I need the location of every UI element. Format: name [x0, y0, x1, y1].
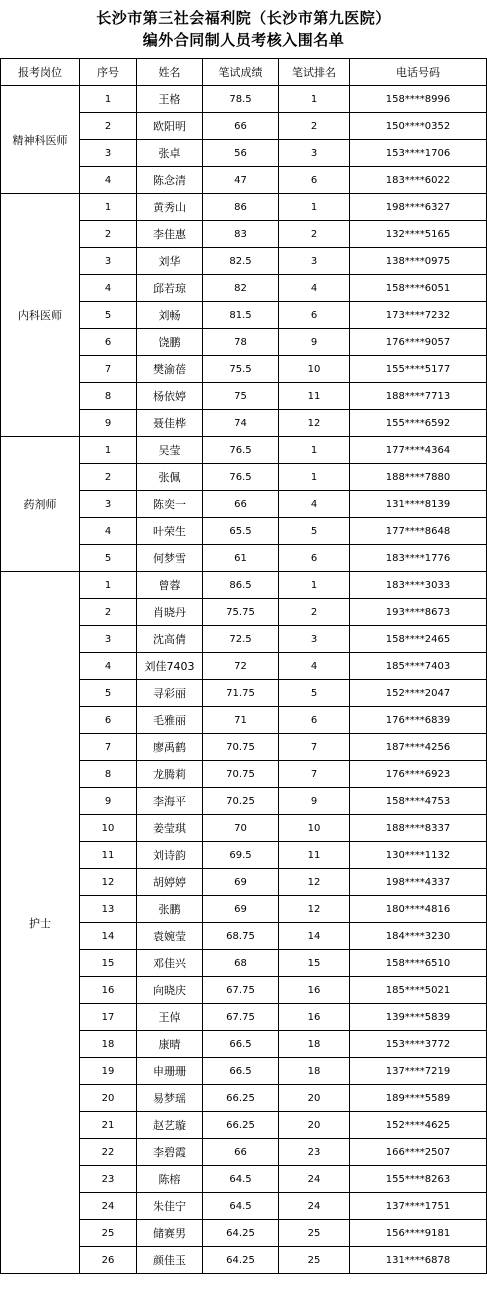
row-index: 1: [80, 572, 137, 599]
row-index: 5: [80, 302, 137, 329]
row-name: 何梦雪: [137, 545, 203, 572]
row-rank: 16: [279, 977, 350, 1004]
page-title-line1: 长沙市第三社会福利院（长沙市第九医院）: [96, 9, 391, 27]
row-score: 61: [203, 545, 279, 572]
row-phone: 132****5165: [350, 221, 487, 248]
row-index: 3: [80, 140, 137, 167]
row-name: 刘佳7403: [137, 653, 203, 680]
row-name: 廖禹鹤: [137, 734, 203, 761]
row-rank: 9: [279, 329, 350, 356]
row-phone: 173****7232: [350, 302, 487, 329]
row-rank: 6: [279, 302, 350, 329]
row-index: 4: [80, 518, 137, 545]
row-phone: 152****4625: [350, 1112, 487, 1139]
row-name: 易梦瑶: [137, 1085, 203, 1112]
row-phone: 152****2047: [350, 680, 487, 707]
row-name: 刘诗韵: [137, 842, 203, 869]
row-index: 2: [80, 464, 137, 491]
row-phone: 153****3772: [350, 1031, 487, 1058]
row-phone: 150****0352: [350, 113, 487, 140]
row-index: 6: [80, 329, 137, 356]
row-index: 1: [80, 86, 137, 113]
row-score: 69: [203, 896, 279, 923]
row-score: 70: [203, 815, 279, 842]
row-index: 11: [80, 842, 137, 869]
row-phone: 155****6592: [350, 410, 487, 437]
row-rank: 4: [279, 653, 350, 680]
row-index: 5: [80, 680, 137, 707]
row-index: 21: [80, 1112, 137, 1139]
row-score: 75.5: [203, 356, 279, 383]
row-name: 姜莹琪: [137, 815, 203, 842]
row-phone: 189****5589: [350, 1085, 487, 1112]
row-phone: 187****4256: [350, 734, 487, 761]
row-phone: 198****4337: [350, 869, 487, 896]
row-rank: 25: [279, 1220, 350, 1247]
row-score: 70.75: [203, 734, 279, 761]
row-phone: 176****6923: [350, 761, 487, 788]
row-index: 9: [80, 410, 137, 437]
row-name: 陈榕: [137, 1166, 203, 1193]
row-phone: 158****8996: [350, 86, 487, 113]
row-name: 吴莹: [137, 437, 203, 464]
row-name: 陈念清: [137, 167, 203, 194]
row-phone: 193****8673: [350, 599, 487, 626]
row-phone: 156****9181: [350, 1220, 487, 1247]
header-post: 报考岗位: [1, 59, 80, 86]
row-rank: 6: [279, 707, 350, 734]
table-row: [1, 194, 487, 221]
row-rank: 6: [279, 167, 350, 194]
row-index: 3: [80, 248, 137, 275]
row-score: 74: [203, 410, 279, 437]
row-score: 66.5: [203, 1058, 279, 1085]
row-score: 70.75: [203, 761, 279, 788]
post-group-cell: 内科医师: [1, 194, 80, 437]
row-index: 12: [80, 869, 137, 896]
row-rank: 2: [279, 221, 350, 248]
row-phone: 138****0975: [350, 248, 487, 275]
row-score: 83: [203, 221, 279, 248]
row-name: 寻彩丽: [137, 680, 203, 707]
row-index: 2: [80, 599, 137, 626]
row-phone: 185****7403: [350, 653, 487, 680]
row-score: 47: [203, 167, 279, 194]
row-score: 67.75: [203, 1004, 279, 1031]
row-index: 1: [80, 194, 137, 221]
row-index: 2: [80, 221, 137, 248]
header-index: 序号: [80, 59, 137, 86]
row-rank: 4: [279, 275, 350, 302]
row-score: 78.5: [203, 86, 279, 113]
row-phone: 158****6510: [350, 950, 487, 977]
row-phone: 137****1751: [350, 1193, 487, 1220]
row-score: 82.5: [203, 248, 279, 275]
row-index: 26: [80, 1247, 137, 1274]
row-phone: 188****7880: [350, 464, 487, 491]
row-phone: 155****5177: [350, 356, 487, 383]
row-score: 75: [203, 383, 279, 410]
header-rank: 笔试排名: [279, 59, 350, 86]
row-name: 李碧霞: [137, 1139, 203, 1166]
row-name: 聂佳桦: [137, 410, 203, 437]
row-phone: 183****6022: [350, 167, 487, 194]
row-phone: 131****8139: [350, 491, 487, 518]
row-rank: 7: [279, 761, 350, 788]
row-rank: 20: [279, 1085, 350, 1112]
row-score: 64.5: [203, 1193, 279, 1220]
row-score: 68: [203, 950, 279, 977]
row-name: 沈高倩: [137, 626, 203, 653]
row-rank: 3: [279, 248, 350, 275]
header-phone: 电话号码: [350, 59, 487, 86]
row-phone: 158****2465: [350, 626, 487, 653]
row-name: 王格: [137, 86, 203, 113]
row-rank: 7: [279, 734, 350, 761]
row-score: 75.75: [203, 599, 279, 626]
row-name: 王倬: [137, 1004, 203, 1031]
row-rank: 18: [279, 1031, 350, 1058]
row-name: 叶荣生: [137, 518, 203, 545]
row-phone: 183****3033: [350, 572, 487, 599]
row-index: 25: [80, 1220, 137, 1247]
row-rank: 1: [279, 572, 350, 599]
row-index: 6: [80, 707, 137, 734]
row-phone: 188****7713: [350, 383, 487, 410]
row-rank: 25: [279, 1247, 350, 1274]
row-index: 16: [80, 977, 137, 1004]
row-rank: 6: [279, 545, 350, 572]
row-rank: 11: [279, 842, 350, 869]
row-name: 朱佳宁: [137, 1193, 203, 1220]
post-group-cell: 精神科医师: [1, 86, 80, 194]
table-row: [1, 572, 487, 599]
row-index: 10: [80, 815, 137, 842]
row-name: 康晴: [137, 1031, 203, 1058]
row-index: 4: [80, 275, 137, 302]
row-name: 赵艺璇: [137, 1112, 203, 1139]
row-rank: 1: [279, 437, 350, 464]
row-score: 65.5: [203, 518, 279, 545]
row-score: 71: [203, 707, 279, 734]
row-name: 李海平: [137, 788, 203, 815]
row-rank: 1: [279, 86, 350, 113]
row-rank: 10: [279, 815, 350, 842]
row-score: 69.5: [203, 842, 279, 869]
row-score: 66.5: [203, 1031, 279, 1058]
page-title-line2: 编外合同制人员考核入围名单: [142, 31, 345, 49]
row-name: 邓佳兴: [137, 950, 203, 977]
row-rank: 23: [279, 1139, 350, 1166]
row-rank: 16: [279, 1004, 350, 1031]
row-index: 18: [80, 1031, 137, 1058]
row-name: 陈奕一: [137, 491, 203, 518]
row-phone: 153****1706: [350, 140, 487, 167]
row-index: 9: [80, 788, 137, 815]
row-phone: 158****4753: [350, 788, 487, 815]
row-phone: 137****7219: [350, 1058, 487, 1085]
row-phone: 180****4816: [350, 896, 487, 923]
row-name: 李佳惠: [137, 221, 203, 248]
row-rank: 12: [279, 410, 350, 437]
row-rank: 20: [279, 1112, 350, 1139]
row-rank: 12: [279, 869, 350, 896]
row-index: 19: [80, 1058, 137, 1085]
row-phone: 183****1776: [350, 545, 487, 572]
row-index: 17: [80, 1004, 137, 1031]
row-name: 龙腾莉: [137, 761, 203, 788]
row-phone: 184****3230: [350, 923, 487, 950]
row-rank: 11: [279, 383, 350, 410]
row-score: 64.25: [203, 1247, 279, 1274]
row-name: 张卓: [137, 140, 203, 167]
row-index: 7: [80, 734, 137, 761]
row-rank: 24: [279, 1166, 350, 1193]
row-name: 饶鹏: [137, 329, 203, 356]
row-rank: 18: [279, 1058, 350, 1085]
row-phone: 185****5021: [350, 977, 487, 1004]
row-phone: 158****6051: [350, 275, 487, 302]
row-index: 14: [80, 923, 137, 950]
row-index: 3: [80, 491, 137, 518]
row-rank: 24: [279, 1193, 350, 1220]
row-score: 69: [203, 869, 279, 896]
row-name: 储赛男: [137, 1220, 203, 1247]
row-rank: 5: [279, 518, 350, 545]
title-block: [0, 0, 487, 58]
row-index: 4: [80, 653, 137, 680]
table-header-row: [1, 59, 487, 86]
row-index: 1: [80, 437, 137, 464]
row-name: 向晓庆: [137, 977, 203, 1004]
row-score: 76.5: [203, 464, 279, 491]
row-rank: 15: [279, 950, 350, 977]
row-name: 袁婉莹: [137, 923, 203, 950]
row-name: 樊渝蓓: [137, 356, 203, 383]
row-name: 黄秀山: [137, 194, 203, 221]
row-rank: 9: [279, 788, 350, 815]
row-rank: 1: [279, 464, 350, 491]
row-phone: 155****8263: [350, 1166, 487, 1193]
row-name: 颜佳玉: [137, 1247, 203, 1274]
row-score: 66.25: [203, 1085, 279, 1112]
row-name: 毛雅丽: [137, 707, 203, 734]
post-group-cell: 护士: [1, 572, 80, 1274]
row-score: 67.75: [203, 977, 279, 1004]
header-name: 姓名: [137, 59, 203, 86]
row-name: 杨依婷: [137, 383, 203, 410]
row-score: 64.25: [203, 1220, 279, 1247]
row-index: 8: [80, 761, 137, 788]
row-phone: 131****6878: [350, 1247, 487, 1274]
row-rank: 2: [279, 599, 350, 626]
row-phone: 130****1132: [350, 842, 487, 869]
row-phone: 176****9057: [350, 329, 487, 356]
row-name: 曾蓉: [137, 572, 203, 599]
row-rank: 4: [279, 491, 350, 518]
row-phone: 188****8337: [350, 815, 487, 842]
row-name: 肖晓丹: [137, 599, 203, 626]
header-score: 笔试成绩: [203, 59, 279, 86]
row-name: 刘畅: [137, 302, 203, 329]
row-name: 欧阳明: [137, 113, 203, 140]
row-score: 68.75: [203, 923, 279, 950]
post-group-cell: 药剂师: [1, 437, 80, 572]
row-rank: 3: [279, 140, 350, 167]
row-name: 刘华: [137, 248, 203, 275]
row-index: 22: [80, 1139, 137, 1166]
row-index: 2: [80, 113, 137, 140]
row-rank: 3: [279, 626, 350, 653]
row-score: 76.5: [203, 437, 279, 464]
table-row: [1, 437, 487, 464]
row-rank: 2: [279, 113, 350, 140]
row-score: 78: [203, 329, 279, 356]
row-phone: 166****2507: [350, 1139, 487, 1166]
row-phone: 198****6327: [350, 194, 487, 221]
row-score: 66: [203, 1139, 279, 1166]
row-rank: 10: [279, 356, 350, 383]
row-name: 胡婷婷: [137, 869, 203, 896]
row-score: 56: [203, 140, 279, 167]
row-name: 申珊珊: [137, 1058, 203, 1085]
row-score: 81.5: [203, 302, 279, 329]
row-index: 7: [80, 356, 137, 383]
row-index: 3: [80, 626, 137, 653]
row-score: 86.5: [203, 572, 279, 599]
row-score: 66.25: [203, 1112, 279, 1139]
row-rank: 14: [279, 923, 350, 950]
row-name: 邱若琼: [137, 275, 203, 302]
row-name: 张鹏: [137, 896, 203, 923]
row-phone: 177****8648: [350, 518, 487, 545]
row-score: 66: [203, 491, 279, 518]
row-index: 5: [80, 545, 137, 572]
row-score: 71.75: [203, 680, 279, 707]
table-body: [1, 86, 487, 1274]
row-phone: 139****5839: [350, 1004, 487, 1031]
row-score: 82: [203, 275, 279, 302]
candidate-table: [0, 58, 487, 1274]
row-score: 86: [203, 194, 279, 221]
row-rank: 12: [279, 896, 350, 923]
row-index: 24: [80, 1193, 137, 1220]
row-score: 72: [203, 653, 279, 680]
row-index: 8: [80, 383, 137, 410]
row-phone: 177****4364: [350, 437, 487, 464]
row-score: 72.5: [203, 626, 279, 653]
table-row: [1, 86, 487, 113]
row-phone: 176****6839: [350, 707, 487, 734]
row-rank: 5: [279, 680, 350, 707]
row-name: 张佩: [137, 464, 203, 491]
row-index: 15: [80, 950, 137, 977]
row-score: 70.25: [203, 788, 279, 815]
row-score: 64.5: [203, 1166, 279, 1193]
row-index: 13: [80, 896, 137, 923]
row-rank: 1: [279, 194, 350, 221]
row-index: 20: [80, 1085, 137, 1112]
row-score: 66: [203, 113, 279, 140]
row-index: 4: [80, 167, 137, 194]
row-index: 23: [80, 1166, 137, 1193]
